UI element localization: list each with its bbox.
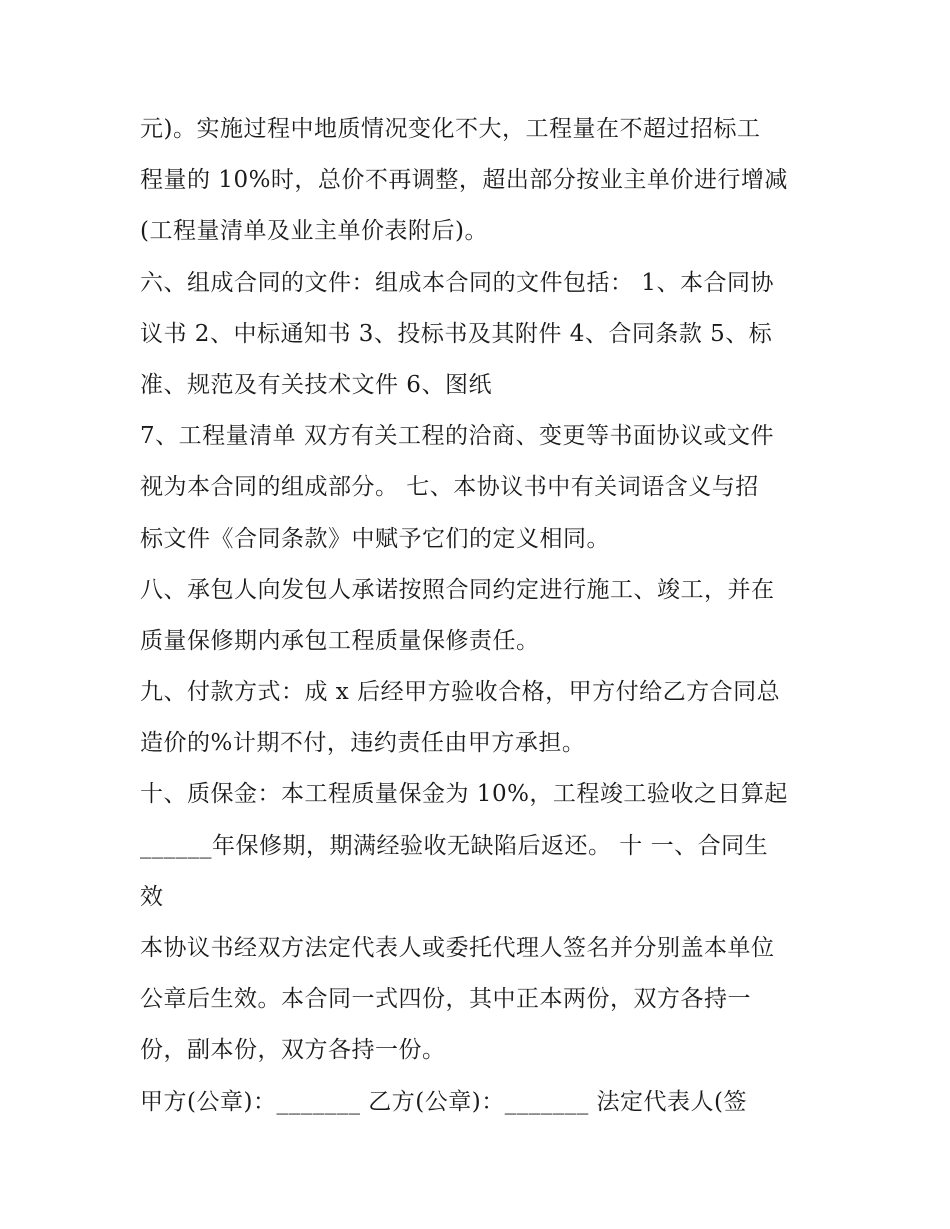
text-line: 本协议书经双方法定代表人或委托代理人签名并分别盖本单位 — [140, 935, 775, 961]
text-line: 公章后生效。本合同一式四份，其中正本两份，双方各持一 — [140, 986, 751, 1013]
text-line: (工程量清单及业主单价表附后)。 — [140, 218, 488, 245]
text-line: 八、承包人向发包人承诺按照合同约定进行施工、竣工，并在 — [140, 576, 775, 603]
text-line: 九、付款方式：成 x 后经甲方验收合格，甲方付给乙方合同总 — [140, 679, 781, 706]
text-line: ______年保修期，期满经验收无缺陷后返还。 十 一、合同生 — [140, 832, 769, 859]
text-line: 效 — [140, 883, 164, 910]
text-line: 标文件《合同条款》中赋予它们的定义相同。 — [140, 525, 610, 552]
text-line: 造价的%计期不付，违约责任由甲方承担。 — [140, 730, 586, 757]
text-line: 质量保修期内承包工程质量保修责任。 — [140, 627, 540, 654]
contract-body-text — [140, 104, 820, 1128]
text-line: 准、规范及有关技术文件 6、图纸 — [140, 371, 492, 398]
text-line: 程量的 10%时，总价不再调整，超出部分按业主单价进行增减 — [140, 167, 788, 194]
text-line: 视为本合同的组成部分。 七、本协议书中有关词语含义与招 — [140, 474, 759, 501]
text-line: 十、质保金：本工程质量保金为 10%，工程竣工验收之日算起 — [140, 781, 788, 808]
text-line: 元)。实施过程中地质情况变化不大，工程量在不超过招标工 — [140, 116, 761, 142]
text-line: 甲方(公章)：_______ 乙方(公章)：_______ 法定代表人(签 — [140, 1088, 747, 1115]
text-line: 议书 2、中标通知书 3、投标书及其附件 4、合同条款 5、标 — [140, 320, 773, 347]
text-line: 六、组成合同的文件：组成本合同的文件包括： 1、本合同协 — [140, 269, 774, 296]
text-line: 份，副本份，双方各持一份。 — [140, 1037, 446, 1064]
text-line: 7、工程量清单 双方有关工程的洽商、变更等书面协议或文件 — [140, 423, 774, 450]
